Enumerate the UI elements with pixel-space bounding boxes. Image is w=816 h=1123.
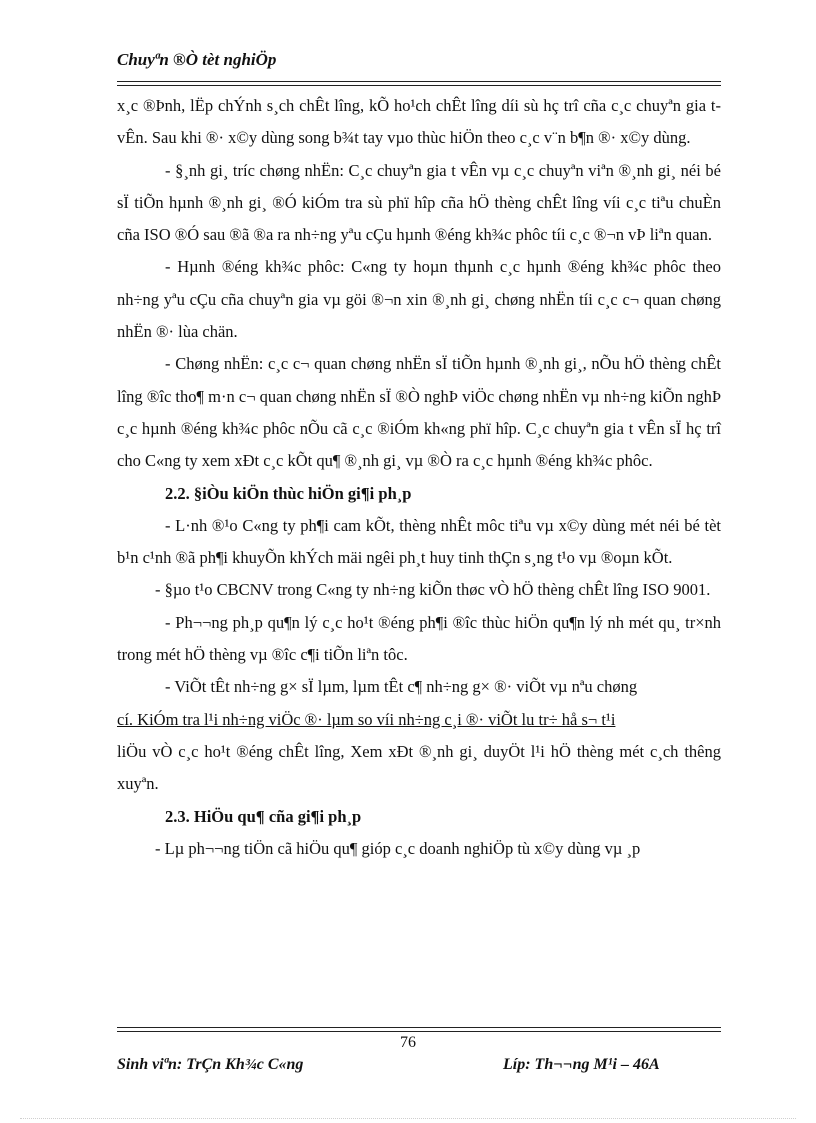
page-number: 76	[400, 1034, 416, 1051]
underlined-line: cí. KiÓm tra l¹i nh÷ng viÖc ®· lµm so víi nh÷ng c¸i ®· viÕt lu tr÷ hå s¬ t¹i	[117, 709, 616, 729]
section-heading: 2.3. HiÖu qu¶ cña gi¶i ph¸p	[165, 806, 362, 826]
header-rule-bottom	[117, 85, 721, 86]
paragraph: - L·nh ®¹o C«ng ty ph¶i cam kÕt, thèng nhÊt môc tiªu vµ x©y dùng mét néi bé tèt b¹n c¹nh ®ã ph¶i khuyÕn khÝch mäi ngêi ph¸t huy tinh thÇn s¸ng t¹o vµ ®oµn kÕt.	[117, 515, 721, 568]
footer-rule-bottom	[117, 1031, 721, 1032]
paragraph: - Lµ ph¬¬ng tiÖn cã hiÖu qu¶ gióp c¸c doanh nghiÖp tù x©y dùng vµ ¸p	[155, 838, 641, 858]
paragraph: - Hµnh ®éng kh¾c phôc: C«ng ty hoµn thµnh c¸c hµnh ®éng kh¾c phôc theo nh÷ng yªu cÇu cña chuyªn gia vµ göi ®¬n xin ®¸nh gi¸ chøng nhËn tíi c¸c c¬ quan chøng nhËn ®· lùa chän.	[117, 257, 721, 342]
document-body	[117, 90, 721, 865]
footer-rule-top	[117, 1027, 721, 1028]
footer-class: Líp: Th¬¬ng M¹i – 46A	[503, 1056, 660, 1073]
paragraph: liÖu vÒ c¸c ho¹t ®éng chÊt lîng, Xem xÐt ®¸nh gi¸ duyÖt l¹i hÖ thèng mét c¸ch thêng xuyªn.	[117, 741, 721, 794]
paragraph: - §µo t¹o CBCNV trong C«ng ty nh÷ng kiÕn thøc vÒ hÖ thèng chÊt lîng ISO 9001.	[155, 580, 711, 600]
section-heading: 2.2. §iÒu kiÖn thùc hiÖn gi¶i ph¸p	[165, 483, 412, 503]
footer-student: Sinh viªn: TrÇn Kh¾c C«ng	[117, 1056, 304, 1073]
paragraph: - ViÕt tÊt nh÷ng g× sÏ lµm, lµm tÊt c¶ nh÷ng g× ®· viÕt vµ nªu chøng	[165, 677, 638, 697]
paragraph: - §¸nh gi¸ tríc chøng nhËn: C¸c chuyªn gia t vÊn vµ c¸c chuyªn viªn ®¸nh gi¸ néi bé sÏ tiÕn hµnh ®¸nh gi¸ ®Ó kiÓm tra sù phï hîp cña hÖ thèng chÊt lîng víi c¸c tiªu chuÈn cña ISO ®Ó sau ®ã ®a ra nh÷ng yªu cÇu hµnh ®éng kh¾c phôc tíi c¸c ®¬n vÞ liªn quan.	[117, 160, 721, 245]
paragraph: x¸c ®Þnh, lËp chÝnh s¸ch chÊt lîng, kÕ ho¹ch chÊt lîng díi sù hç trî cña c¸c chuyªn gia t vÊn. Sau khi ®· x©y dùng song b¾t tay vµo thùc hiÖn theo c¸c v¨n b¶n ®· x©y dùng.	[117, 96, 721, 148]
paragraph: - Chøng nhËn: c¸c c¬ quan chøng nhËn sÏ tiÕn hµnh ®¸nh gi¸, nÕu hÖ thèng chÊt lîng ®îc tho¶ m·n c¬ quan chøng nhËn sÏ ®Ò nghÞ viÖc chøng nhËn vµ nh÷ng kiÕn nghÞ c¸c hµnh ®éng kh¾c phôc nÕu cã c¸c ®iÓm kh«ng phï hîp. C¸c chuyªn gia t vÊn sÏ hç trî cho C«ng ty xem xÐt c¸c kÕt qu¶ ®¸nh gi¸ vµ ®Ò ra c¸c hµnh ®éng kh¾c phôc.	[117, 354, 721, 471]
header-rule-top	[117, 81, 721, 82]
paragraph: - Ph¬¬ng ph¸p qu¶n lý c¸c ho¹t ®éng ph¶i ®îc thùc hiÖn qu¶n lý nh mét qu¸ tr×nh trong mét hÖ thèng vµ ®îc c¶i tiÕn liªn tôc.	[117, 612, 721, 665]
page-edge-divider	[20, 1118, 796, 1119]
page-header-title: Chuyªn ®Ò tèt nghiÖp	[117, 50, 277, 69]
